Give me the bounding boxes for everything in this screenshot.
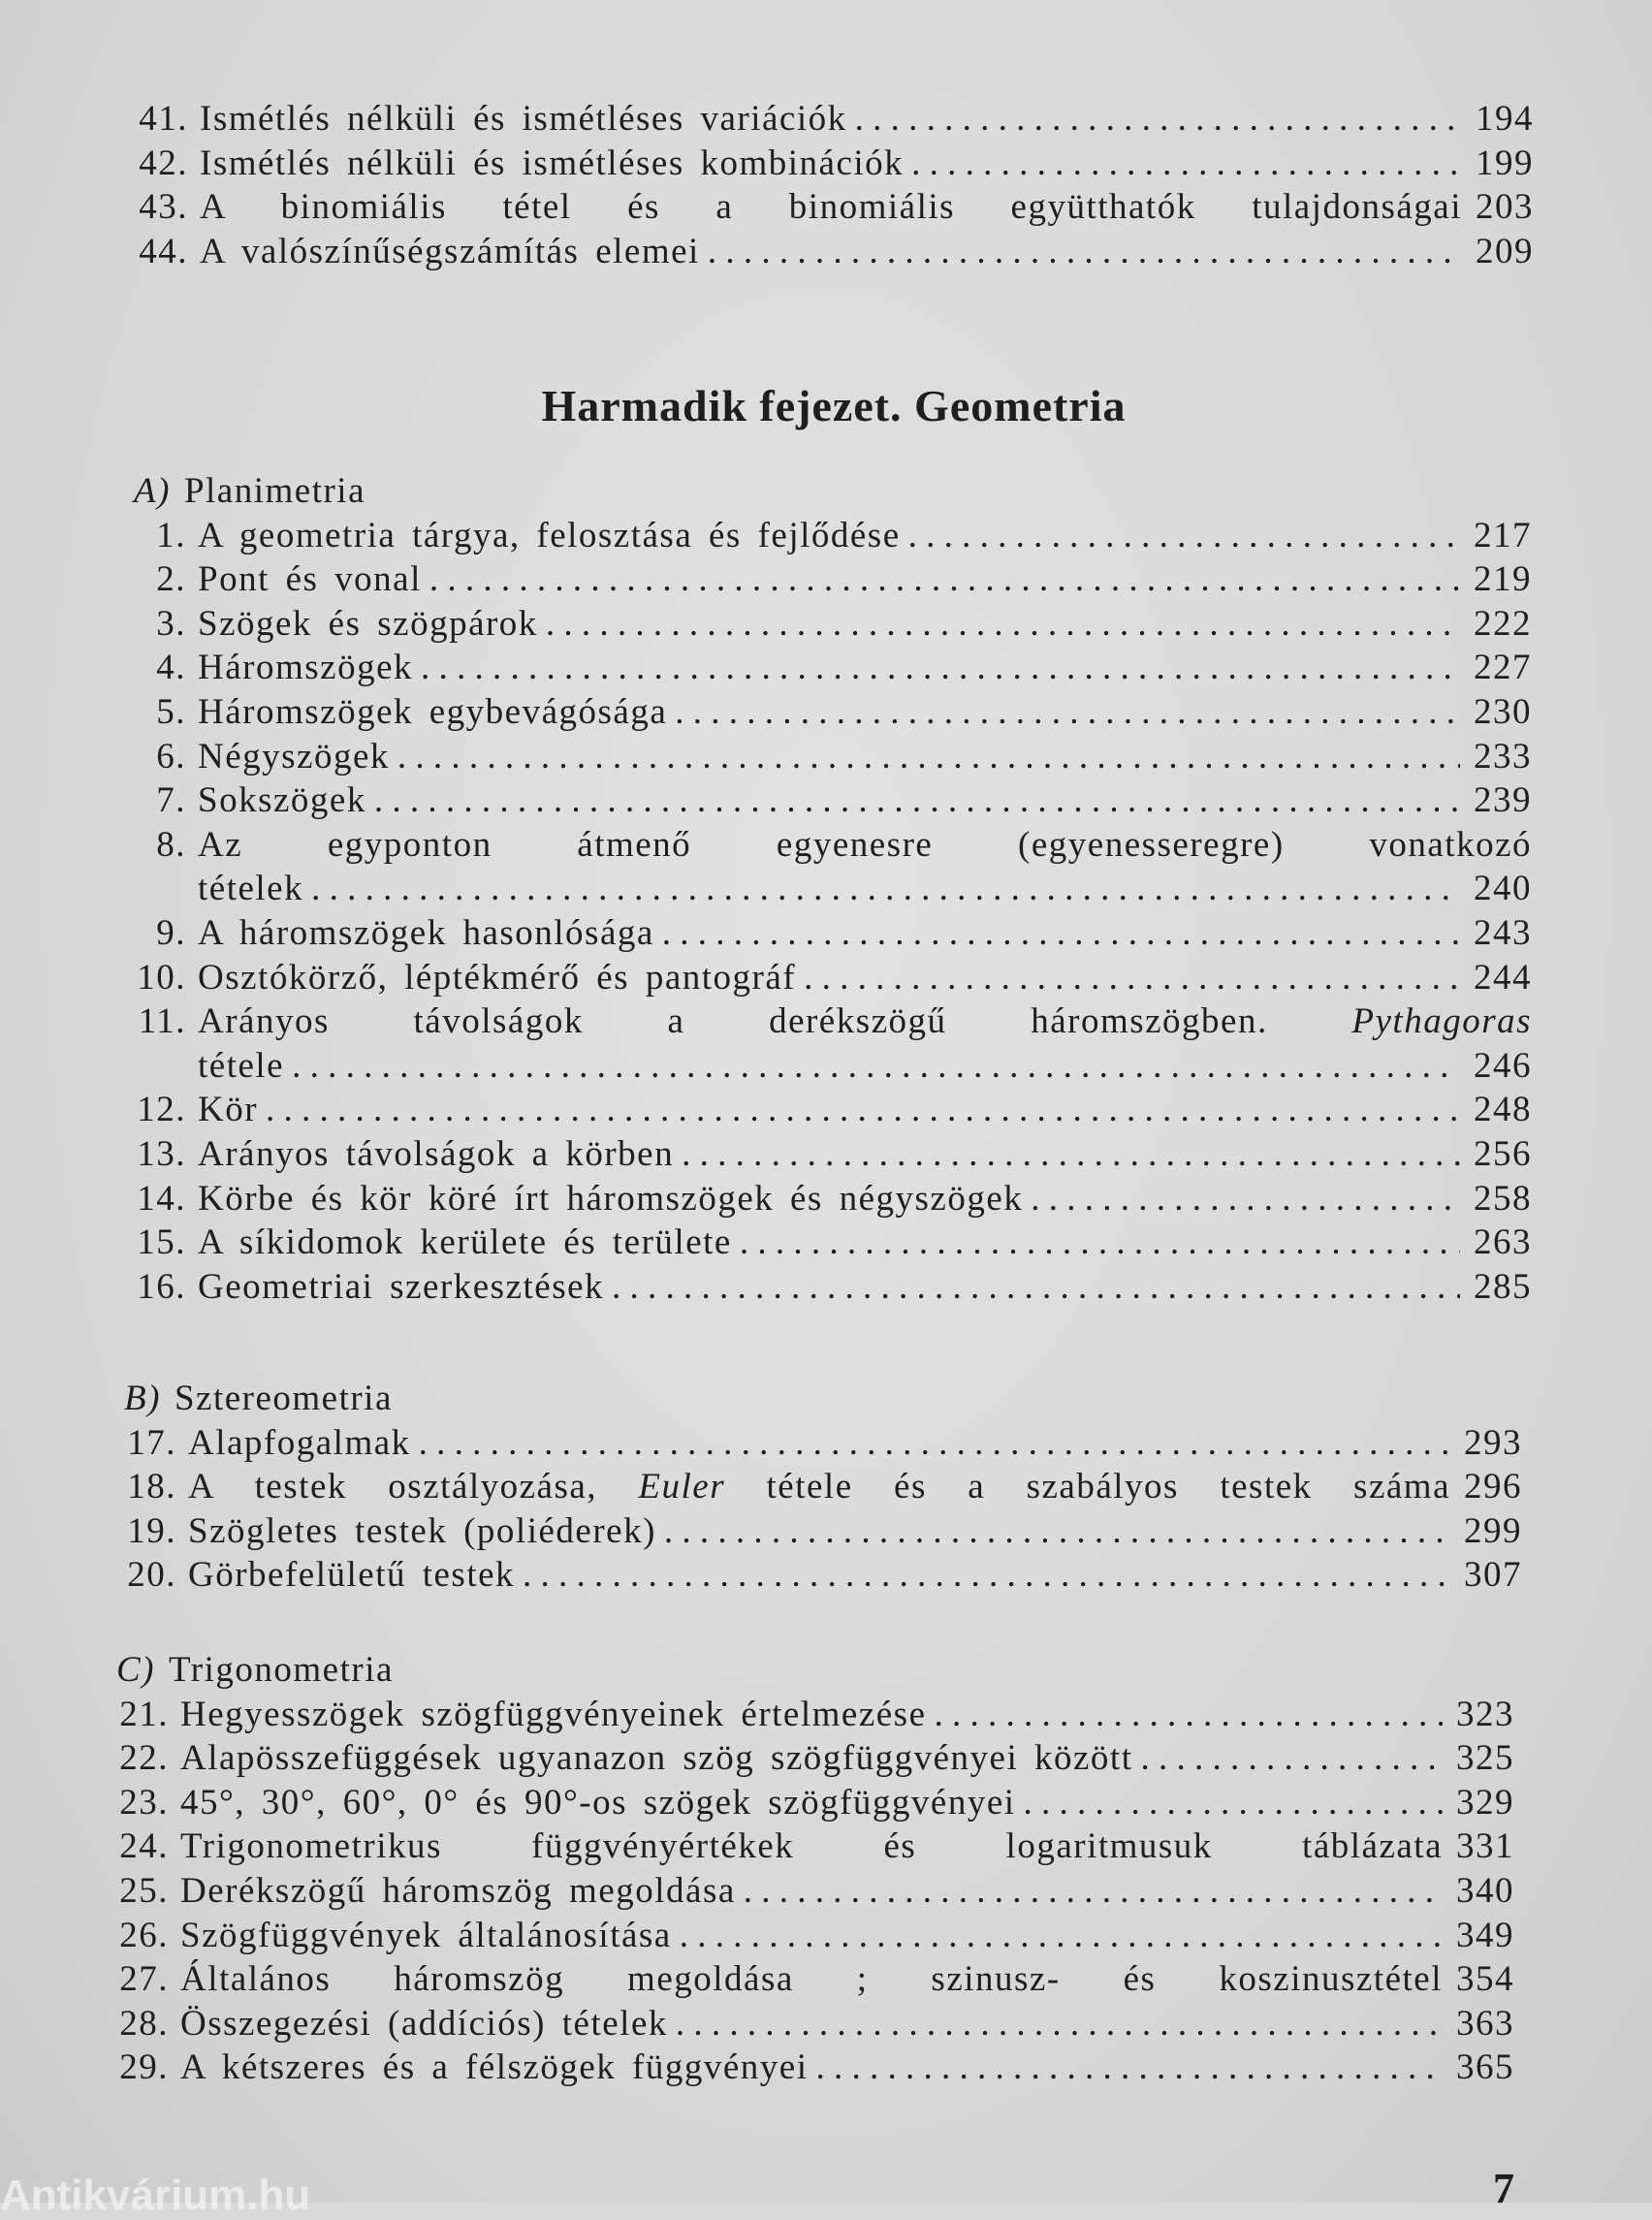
dot-leader [654, 911, 1460, 956]
entry-page: 222 [1474, 603, 1532, 644]
entry-title-italic: Pythagoras [1351, 1001, 1533, 1042]
entry-title [198, 956, 796, 1000]
toc-entry [107, 1177, 1532, 1221]
entry-number: 29. [119, 2047, 169, 2088]
dot-leader [604, 1265, 1460, 1310]
page-number: 7 [1493, 2165, 1514, 2212]
entry-title [188, 1421, 411, 1466]
entry-number: 7. [156, 780, 186, 821]
entry-line [198, 778, 1532, 823]
entry-title [198, 1088, 258, 1132]
dot-leader [927, 1693, 1444, 1737]
toc-entry [89, 1736, 1514, 1781]
entry-number: 3. [156, 603, 186, 644]
toc-entry [107, 735, 1532, 779]
entry-page: 248 [1474, 1090, 1532, 1130]
entry-page: 199 [1476, 143, 1534, 183]
toc-entry [107, 1132, 1532, 1177]
entry-page: 365 [1456, 2047, 1514, 2088]
entry-title-text: Pont és vonal [198, 559, 422, 600]
entry-title [198, 1221, 732, 1265]
entry-title [180, 1824, 1443, 1869]
entry-page: 203 [1476, 187, 1534, 228]
entry-body [180, 1869, 1514, 1914]
entry-body [188, 1509, 1522, 1554]
entry-title-continuation: tétele [198, 1045, 285, 1086]
entry-body [180, 1781, 1514, 1825]
entry-title-text: Négyszögek [198, 736, 390, 777]
entry-body [198, 1132, 1532, 1177]
entry-page: 299 [1464, 1510, 1522, 1551]
entry-page: 331 [1456, 1826, 1514, 1867]
entry-number: 15. [137, 1222, 186, 1263]
entry-title [200, 230, 700, 274]
entry-line [200, 142, 1534, 186]
entry-body [180, 2002, 1514, 2046]
entry-title-continuation: tételek [198, 869, 304, 909]
entry-page: 209 [1476, 231, 1534, 271]
entry-title [198, 646, 413, 690]
entry-number: 26. [119, 1915, 169, 1955]
entry-line [198, 514, 1532, 558]
dot-leader [700, 230, 1462, 274]
toc-entry [107, 956, 1532, 1000]
dot-leader [303, 867, 1460, 911]
toc-entry [107, 1221, 1532, 1265]
dot-leader [1132, 1736, 1443, 1781]
toc-entry [89, 1824, 1514, 1869]
entry-number: 5. [156, 691, 186, 732]
entry-line [180, 1914, 1514, 1958]
entry-page: 240 [1474, 869, 1532, 909]
entry-title [198, 1265, 604, 1310]
entry-number: 27. [119, 1959, 169, 2000]
entry-body [180, 1736, 1514, 1781]
entry-body [180, 1914, 1514, 1958]
entry-line [198, 646, 1532, 690]
toc-entry [107, 1088, 1532, 1132]
toc-entry [89, 1781, 1514, 1825]
entry-number: 9. [156, 912, 186, 953]
entry-body [198, 823, 1532, 911]
entry-title-text: Ismétlés nélküli és ismétléses kombinációk [200, 143, 905, 183]
entry-line [180, 1824, 1514, 1869]
dot-leader [390, 735, 1460, 779]
section-letter: A) [134, 471, 171, 511]
entry-title [198, 602, 538, 647]
entry-body [200, 97, 1534, 142]
entry-line [198, 999, 1532, 1044]
entry-title [200, 185, 1462, 230]
section-name: Planimetria [183, 471, 366, 511]
entry-page: 340 [1456, 1870, 1514, 1911]
entry-title [198, 690, 667, 735]
entry-page: 243 [1474, 912, 1532, 953]
section-title [134, 469, 1532, 514]
entry-title-text: Ismétlés nélküli és ismétléses variációk [200, 99, 847, 139]
entry-page: 363 [1456, 2003, 1514, 2044]
entry-body [188, 1465, 1522, 1509]
entry-title [200, 142, 904, 186]
entry-title-text: A valószínűségszámítás elemei [200, 231, 700, 271]
toc-entry [107, 690, 1532, 735]
entry-line [198, 1132, 1532, 1177]
entry-body [200, 185, 1534, 230]
entry-page: 244 [1474, 957, 1532, 998]
section-title [124, 1377, 1522, 1421]
entry-body [198, 778, 1532, 823]
entry-line [198, 557, 1532, 602]
entry-body [198, 514, 1532, 558]
dot-leader [667, 690, 1460, 735]
entry-page: 233 [1474, 736, 1532, 777]
entry-title-text: Alapösszefüggések ugyanazon szög szögfüggvényei között [180, 1738, 1133, 1779]
entry-number: 1. [156, 515, 186, 555]
entry-title [198, 1177, 1023, 1221]
entry-title [200, 97, 847, 142]
entry-title [180, 1736, 1132, 1781]
entry-line [188, 1553, 1522, 1598]
entry-number: 24. [119, 1826, 169, 1867]
entry-line [180, 1957, 1514, 2002]
section-sztereometria [97, 1377, 1522, 1598]
entry-number: 16. [137, 1266, 186, 1307]
section-letter: C) [116, 1650, 155, 1690]
section-name: Trigonometria [169, 1650, 394, 1690]
entry-body [198, 1221, 1532, 1265]
toc-entry [97, 1509, 1522, 1554]
entry-line [198, 735, 1532, 779]
entry-title [198, 999, 1532, 1044]
dot-leader [668, 2002, 1443, 2046]
entry-title-text: Szögfüggvények általánosítása [180, 1915, 672, 1955]
entry-number: 23. [119, 1782, 169, 1823]
section-name: Sztereometria [174, 1379, 393, 1418]
entry-title-text: Szögletes testek (poliéderek) [188, 1510, 656, 1551]
entry-line [180, 2002, 1514, 2046]
entry-title [180, 2046, 808, 2090]
dot-leader [901, 514, 1460, 558]
entry-body [200, 142, 1534, 186]
toc-entry [109, 142, 1534, 186]
entry-title-text: A síkidomok kerülete és területe [198, 1222, 732, 1263]
entry-page: 296 [1464, 1467, 1522, 1507]
entry-title-text: A testek osztályozása, [188, 1467, 598, 1507]
dot-leader [413, 646, 1460, 690]
dot-leader [515, 1553, 1450, 1598]
dot-leader [796, 956, 1460, 1000]
entry-page: 263 [1474, 1222, 1532, 1263]
section-title [116, 1648, 1514, 1693]
toc-entry [89, 1957, 1514, 2002]
toc-entry [107, 823, 1532, 911]
entry-body [180, 1824, 1514, 1869]
entry-page: 227 [1474, 648, 1532, 688]
entry-number: 14. [137, 1178, 186, 1219]
entry-body [180, 2046, 1514, 2090]
entry-page: 349 [1456, 1915, 1514, 1955]
toc-entry [107, 911, 1532, 956]
entry-body [198, 911, 1532, 956]
watermark: Antikvárium.hu [0, 2172, 311, 2219]
entry-title-text: 45°, 30°, 60°, 0° és 90°-os szögek szögfüggvényei [180, 1782, 1016, 1823]
entry-number: 11. [138, 1001, 186, 1042]
entry-title-text: A binomiális tétel és a binomiális együtthatók tulajdonságai [200, 187, 1462, 228]
toc-entry [109, 97, 1534, 142]
entry-body [198, 646, 1532, 690]
toc-entry [97, 1421, 1522, 1466]
entry-page: 325 [1456, 1738, 1514, 1779]
entry-title-text: Arányos távolságok a körben [198, 1133, 675, 1174]
entry-title [180, 1693, 927, 1737]
entry-number: 25. [119, 1870, 169, 1911]
entry-title [180, 1957, 1443, 2002]
entry-line [200, 185, 1534, 230]
entry-title-text: Kör [198, 1090, 259, 1130]
entry-number: 12. [137, 1090, 186, 1130]
entry-title-text: Háromszögek [198, 648, 413, 688]
entry-title-text: Derékszögű háromszög megoldása [180, 1870, 736, 1911]
entry-line [198, 1265, 1532, 1310]
entry-title-text: Sokszögek [198, 780, 366, 821]
dot-leader [904, 142, 1462, 186]
entry-number: 13. [137, 1133, 186, 1174]
entry-title [180, 1869, 736, 1914]
toc-entry [89, 2046, 1514, 2090]
entry-number: 20. [127, 1555, 176, 1596]
entry-number: 42. [139, 143, 188, 183]
entry-number: 18. [127, 1467, 176, 1507]
entry-title-text: Arányos távolságok a derékszögű háromszögben. [198, 1001, 1268, 1042]
entry-body [180, 1693, 1514, 1737]
entry-line [198, 823, 1532, 868]
toc-entry [107, 557, 1532, 602]
entry-title-text: Alapfogalmak [188, 1422, 411, 1463]
entry-body [198, 602, 1532, 647]
entry-line [198, 1177, 1532, 1221]
toc-entry [89, 2002, 1514, 2046]
entry-number: 10. [137, 957, 186, 998]
entry-page: 258 [1474, 1178, 1532, 1219]
toc-entry [109, 230, 1534, 274]
entry-page: 246 [1474, 1045, 1532, 1086]
entry-line [200, 97, 1534, 142]
toc-entry [107, 646, 1532, 690]
entry-body [188, 1553, 1522, 1598]
entry-title-text: A kétszeres és a félszögek függvényei [180, 2047, 809, 2088]
entry-title [188, 1553, 515, 1598]
dot-leader [656, 1509, 1450, 1554]
entry-line [180, 1736, 1514, 1781]
entry-body [198, 1088, 1532, 1132]
entry-number: 19. [127, 1510, 176, 1551]
entry-body [198, 690, 1532, 735]
entry-page: 194 [1476, 99, 1534, 139]
entry-line [198, 690, 1532, 735]
entry-number: 8. [156, 824, 186, 865]
entry-title-rest: tétele és a szabályos testek száma [766, 1467, 1450, 1507]
toc-entry [89, 1914, 1514, 1958]
entry-page: 323 [1456, 1694, 1514, 1734]
toc-entry [107, 999, 1532, 1088]
toc-entry [107, 778, 1532, 823]
dot-leader [1016, 1781, 1443, 1825]
entry-body [198, 735, 1532, 779]
dot-leader [1023, 1177, 1460, 1221]
entry-title [188, 1465, 1450, 1509]
dot-leader [411, 1421, 1450, 1466]
entry-page: 239 [1474, 780, 1532, 821]
entry-body [200, 230, 1534, 274]
toc-entry [97, 1553, 1522, 1598]
entry-page: 307 [1464, 1555, 1522, 1596]
entry-body [198, 956, 1532, 1000]
entry-number: 28. [119, 2003, 169, 2044]
entry-number: 2. [156, 559, 186, 600]
entry-number: 4. [156, 648, 186, 688]
dot-leader [284, 1044, 1460, 1089]
entry-page: 217 [1474, 515, 1532, 555]
entry-title-italic: Euler [638, 1467, 726, 1507]
entry-body [180, 1957, 1514, 2002]
entry-line [188, 1509, 1522, 1554]
entry-title-text: Geometriai szerkesztések [198, 1266, 605, 1307]
entry-title-text: Szögek és szögpárok [198, 603, 538, 644]
entry-title-text: A háromszögek hasonlósága [198, 912, 654, 953]
entry-body [198, 1265, 1532, 1310]
toc-entry [97, 1465, 1522, 1509]
entry-title-text: Körbe és kör köré írt háromszögek és négyszögek [198, 1178, 1024, 1219]
dot-leader [258, 1088, 1460, 1132]
toc-entry [107, 602, 1532, 647]
entry-title [180, 1914, 672, 1958]
entry-title-text: Hegyesszögek szögfüggvényeinek értelmezése [180, 1694, 927, 1734]
entry-line [198, 602, 1532, 647]
entry-line [180, 1781, 1514, 1825]
dot-leader [847, 97, 1462, 142]
entry-body [198, 557, 1532, 602]
entry-title [198, 735, 390, 779]
toc-entry [107, 1265, 1532, 1310]
toc-entry [109, 185, 1534, 230]
entry-page: 329 [1456, 1782, 1514, 1823]
entry-line [198, 1221, 1532, 1265]
entry-body [198, 999, 1532, 1088]
entry-page: 293 [1464, 1422, 1522, 1463]
entry-title [198, 514, 901, 558]
entry-line [198, 1088, 1532, 1132]
entry-number: 43. [139, 187, 188, 228]
entry-page: 256 [1474, 1133, 1532, 1174]
entry-number: 22. [119, 1738, 169, 1779]
section-trigonometria [89, 1648, 1514, 2090]
toc-entry [89, 1869, 1514, 1914]
section-planimetria [107, 469, 1532, 1309]
dot-leader [736, 1869, 1443, 1914]
section-letter: B) [124, 1379, 161, 1418]
entry-line [200, 230, 1534, 274]
entry-title-text: Háromszögek egybevágósága [198, 691, 668, 732]
entry-title [198, 823, 1532, 868]
entry-body [188, 1421, 1522, 1466]
entry-title-text: Görbefelületű testek [188, 1555, 516, 1596]
entry-line [198, 956, 1532, 1000]
entry-line [180, 1693, 1514, 1737]
entry-line [198, 911, 1532, 956]
entry-title [188, 1509, 656, 1554]
toc-entry [89, 1693, 1514, 1737]
entry-title [180, 2002, 668, 2046]
chapter-heading: Harmadik fejezet. Geometria [541, 381, 1127, 430]
dot-leader [808, 2046, 1443, 2090]
entry-line [188, 1465, 1522, 1509]
entry-title-text: Általános háromszög megoldása ; szinusz- és koszinusztétel [180, 1959, 1443, 2000]
entry-title-text: Trigonometrikus függvényértékek és logaritmusuk táblázata [180, 1826, 1443, 1867]
dot-leader [366, 778, 1460, 823]
dot-leader [672, 1914, 1443, 1958]
entry-title-text: Az egyponton átmenő egyenesre (egyenesseregre) vonatkozó [198, 824, 1532, 865]
entry-title [180, 1781, 1016, 1825]
entry-title-text: Osztókörző, léptékmérő és pantográf [198, 957, 797, 998]
entry-number: 17. [127, 1422, 176, 1463]
dot-leader [422, 557, 1460, 602]
entry-title [198, 778, 366, 823]
entry-title [198, 911, 654, 956]
dot-leader [674, 1132, 1460, 1177]
dot-leader [732, 1221, 1460, 1265]
entry-title [198, 557, 422, 602]
entry-page: 285 [1474, 1266, 1532, 1307]
entry-line [198, 867, 1532, 911]
dot-leader [538, 602, 1460, 647]
entry-body [198, 1177, 1532, 1221]
entry-line [198, 1044, 1532, 1089]
entry-number: 44. [139, 231, 188, 271]
entry-page: 230 [1474, 691, 1532, 732]
entry-number: 41. [139, 99, 188, 139]
entry-number: 6. [156, 736, 186, 777]
entry-title [198, 1132, 674, 1177]
entry-line [188, 1421, 1522, 1466]
entry-page: 354 [1456, 1959, 1514, 2000]
entry-title-text: Összegezési (addíciós) tételek [180, 2003, 668, 2044]
entry-line [180, 1869, 1514, 1914]
toc-entry [107, 514, 1532, 558]
entry-title-text: A geometria tárgya, felosztása és fejlődése [198, 515, 901, 555]
entry-page: 219 [1474, 559, 1532, 600]
entry-number: 21. [119, 1694, 169, 1734]
entry-line [180, 2046, 1514, 2090]
toc-previous-chapter-entries [109, 97, 1534, 273]
